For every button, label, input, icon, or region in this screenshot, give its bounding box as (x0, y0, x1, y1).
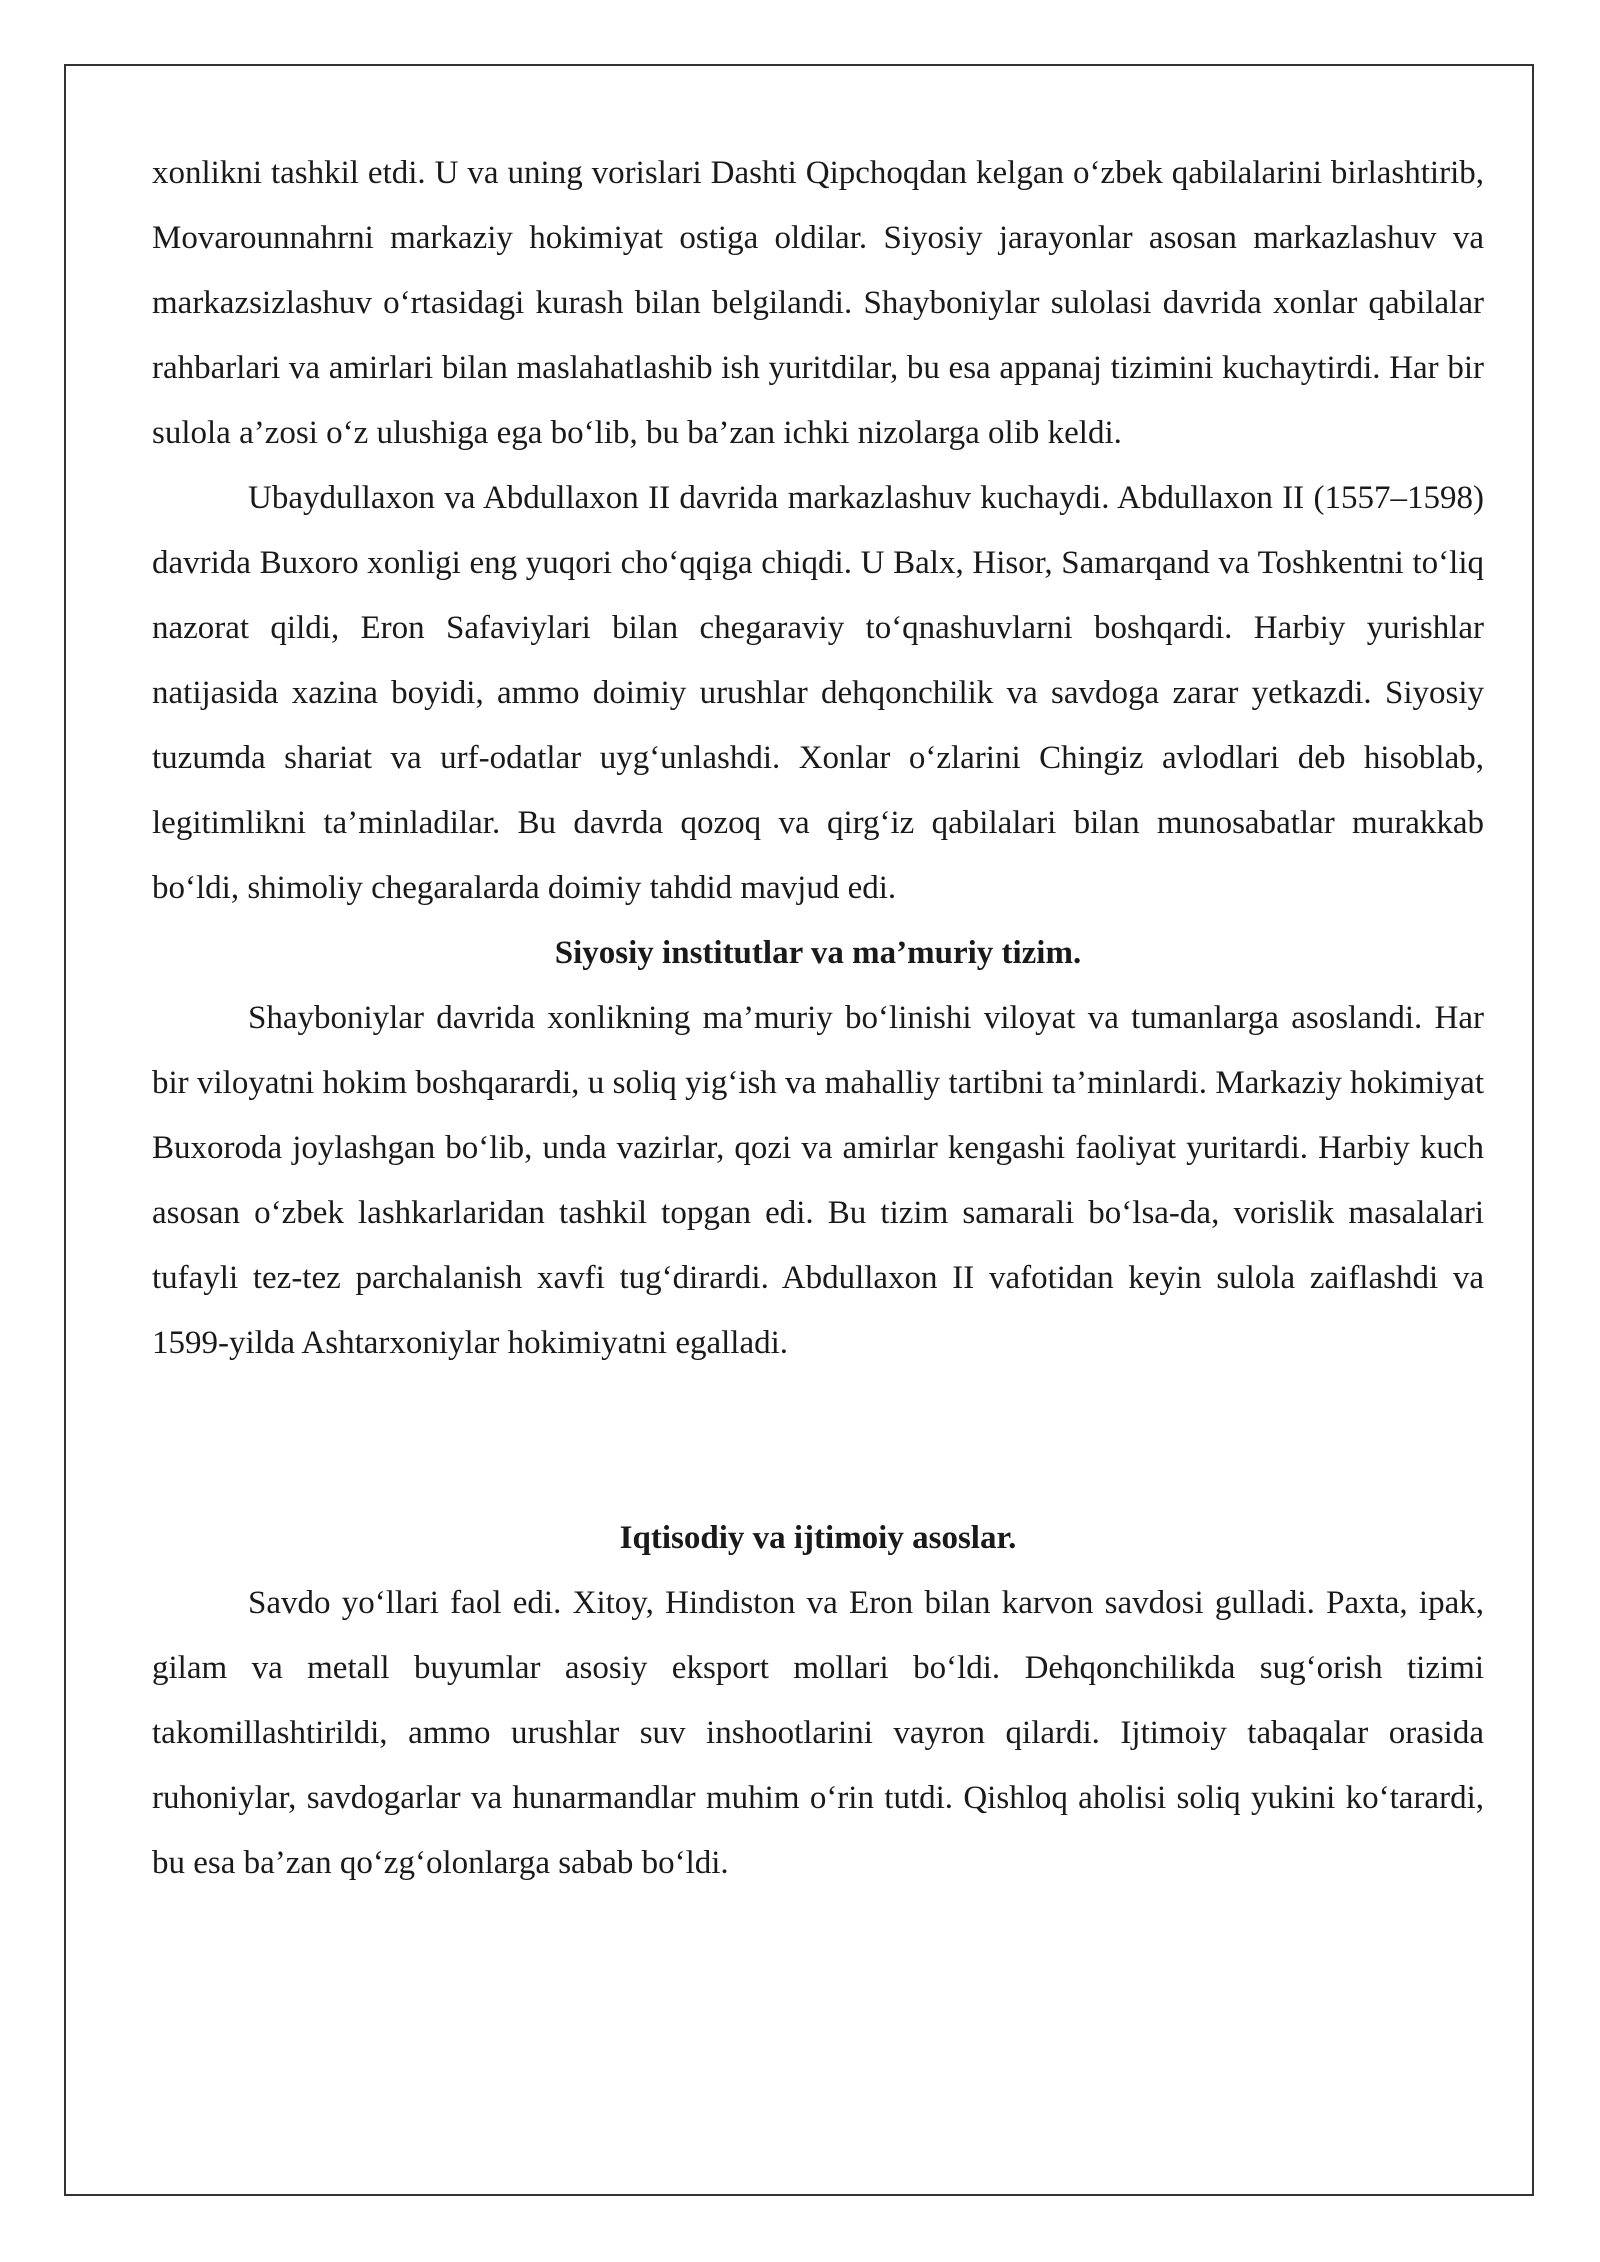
section-heading-economy: Iqtisodiy va ijtimoiy asoslar. (619, 1520, 1017, 1556)
section-heading-institutions: Siyosiy institutlar va ma’muriy tizim. (554, 935, 1082, 971)
paragraph-abdullaxon: Ubaydullaxon va Abdullaxon II davrida markazlashuv kuchaydi. Abdullaxon II (1557–1598) davrida Buxoro xonligi eng yuqori cho‘qqiga chiqdi. U Balx, Hisor, Samarqand va Toshkentni to‘liq nazorat qildi, Eron Safaviylari bilan chegaraviy to‘qnashuvlarni boshqardi. Harbiy yurishlar natijasida xazina boyidi, ammo doimiy urushlar dehqonchilik va savdoga zarar yetkazdi. Siyosiy tuzumda shariat va urf-odatlar uyg‘unlashdi. Xonlar o‘zlarini Chingiz avlodlari deb hisoblab, legitimlikni ta’minladilar. Bu davrda qozoq va qirg‘iz qabilalari bilan munosabatlar murakkab bo‘ldi, shimoliy chegaralarda doimiy tahdid mavjud edi. (152, 480, 1484, 906)
paragraph-trade: Savdo yo‘llari faol edi. Xitoy, Hindiston va Eron bilan karvon savdosi gulladi. Paxta, ipak, gilam va metall buyumlar asosiy eksport mollari bo‘ldi. Dehqonchilikda sug‘orish tizimi takomillashtirildi, ammo urushlar suv inshootlarini vayron qilardi. Ijtimoiy tabaqalar orasida ruhoniylar, savdogarlar va hunarmandlar muhim o‘rin tutdi. Qishloq aholisi soliq yukini ko‘tarardi, bu esa ba’zan qo‘zg‘olonlarga sabab bo‘ldi. (152, 1585, 1484, 1881)
paragraph-continued: xonlikni tashkil etdi. U va uning vorislari Dashti Qipchoqdan kelgan o‘zbek qabilalarini birlashtirib, Movarounnahrni markaziy hokimiyat ostiga oldilar. Siyosiy jarayonlar asosan markazlashuv va markazsizlashuv o‘rtasidagi kurash bilan belgilandi. Shayboniylar sulolasi davrida xonlar qabilalar rahbarlari va amirlari bilan maslahatlashib ish yuritdilar, bu esa appanaj tizimini kuchaytirdi. Har bir sulola a’zosi o‘z ulushiga ega bo‘lib, bu ba’zan ichki nizolarga olib keldi. (152, 155, 1484, 451)
document-body (152, 141, 1484, 1896)
section-spacer (152, 1376, 1484, 1506)
paragraph-administration: Shayboniylar davrida xonlikning ma’muriy bo‘linishi viloyat va tumanlarga asoslandi. Har bir viloyatni hokim boshqarardi, u soliq yig‘ish va mahalliy tartibni ta’minlardi. Markaziy hokimiyat Buxoroda joylashgan bo‘lib, unda vazirlar, qozi va amirlar kengashi faoliyat yuritardi. Harbiy kuch asosan o‘zbek lashkarlaridan tashkil topgan edi. Bu tizim samarali bo‘lsa-da, vorislik masalalari tufayli tez-tez parchalanish xavfi tug‘dirardi. Abdullaxon II vafotidan keyin sulola zaiflashdi va 1599-yilda Ashtarxoniylar hokimiyatni egalladi. (152, 1000, 1484, 1361)
